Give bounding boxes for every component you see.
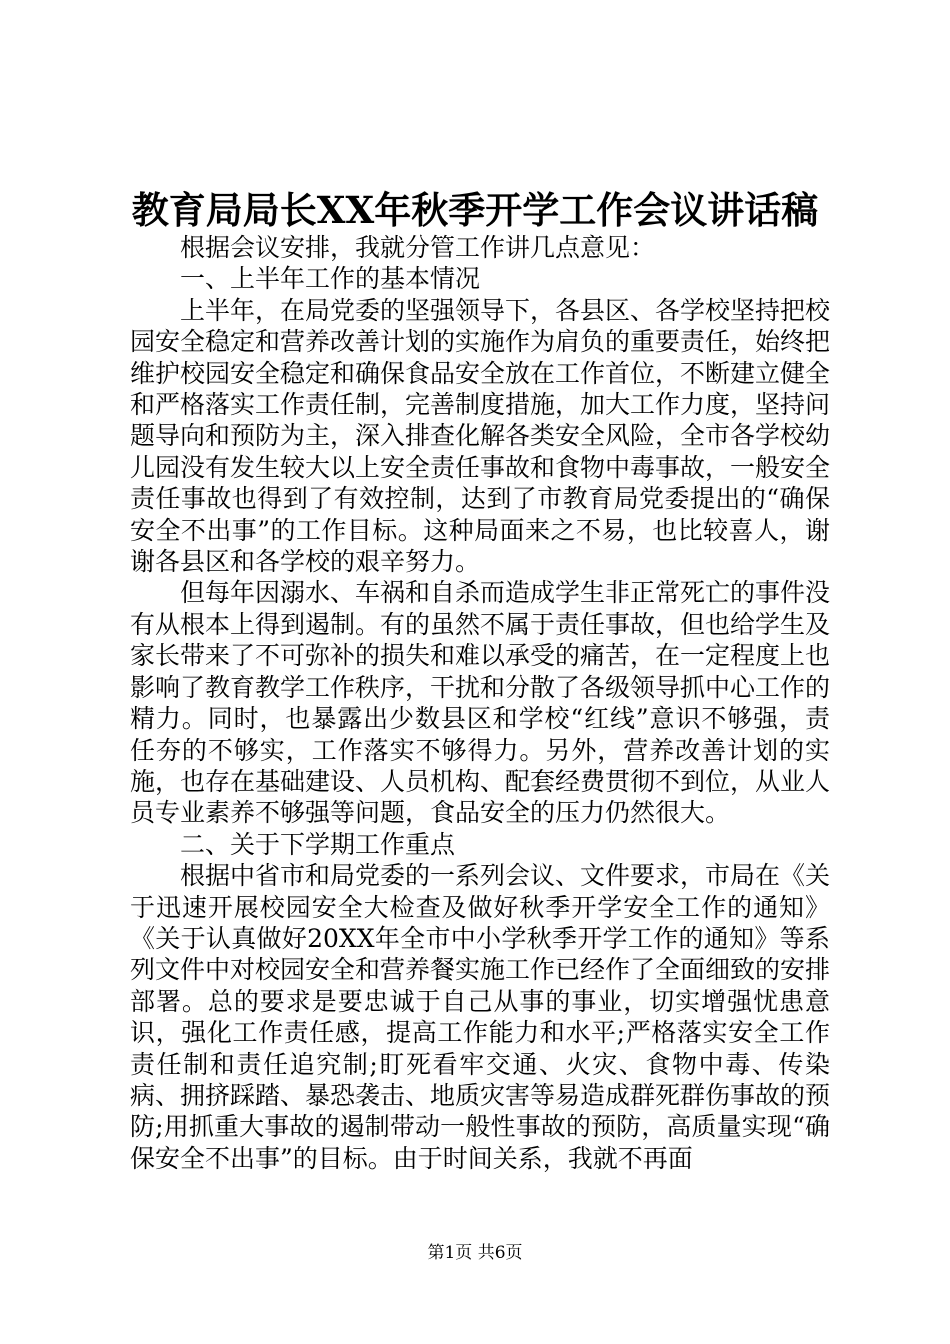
intro-paragraph: 根据会议安排，我就分管工作讲几点意见：	[180, 233, 656, 262]
section-heading-1: 一、上半年工作的基本情况	[180, 264, 481, 294]
page-number-footer: 第1页 共6页	[427, 1243, 523, 1263]
body-paragraph: 上半年，在局党委的坚强领导下，各县区、各学校坚持把校园安全稳定和营养改善计划的实施作为肩负的重要责任，始终把维护校园安全稳定和确保食品安全放在工作首位，不断建立健全和严格落实工作责任制，完善制度措施，加大工作力度，坚持问题导向和预防为主，深入排查化解各类安全风险，全市各学校幼儿园没有发生较大以上安全责任事故和食物中毒事故，一般安全责任事故也得到了有效控制，达到了市教育局党委提出的“确保安全不出事”的工作目标。这种局面来之不易，也比较喜人，谢谢各县区和各学校的艰辛努力。	[130, 295, 831, 577]
document-body	[130, 232, 830, 1174]
section-heading-2: 二、关于下学期工作重点	[180, 829, 456, 859]
document-title: 教育局局长XX年秋季开学工作会议讲话稿	[131, 188, 819, 232]
body-paragraph: 但每年因溺水、车祸和自杀而造成学生非正常死亡的事件没有从根本上得到遏制。有的虽然不属于责任事故，但也给学生及家长带来了不可弥补的损失和难以承受的痛苦，在一定程度上也影响了教育教学工作秩序，干扰和分散了各级领导抓中心工作的精力。同时，也暴露出少数县区和学校“红线”意识不够强，责任夯的不够实，工作落实不够得力。另外，营养改善计划的实施，也存在基础建设、人员机构、配套经费贯彻不到位，从业人员专业素养不够强等问题，食品安全的压力仍然很大。	[130, 578, 831, 828]
body-paragraph: 根据中省市和局党委的一系列会议、文件要求，市局在《关于迅速开展校园安全大检查及做好秋季开学安全工作的通知》《关于认真做好20XX年全市中小学秋季开学工作的通知》等系列文件中对校园安全和营养餐实施工作已经作了全面细致的安排部署。总的要求是要忠诚于自己从事的事业，切实增强忧患意识，强化工作责任感，提高工作能力和水平;严格落实安全工作责任制和责任追究制;盯死看牢交通、火灾、食物中毒、传染病、拥挤踩踏、暴恐袭击、地质灾害等易造成群死群伤事故的预防;用抓重大事故的遏制带动一般性事故的预防，高质量实现“确保安全不出事”的目标。由于时间关系，我就不再面	[130, 861, 831, 1173]
